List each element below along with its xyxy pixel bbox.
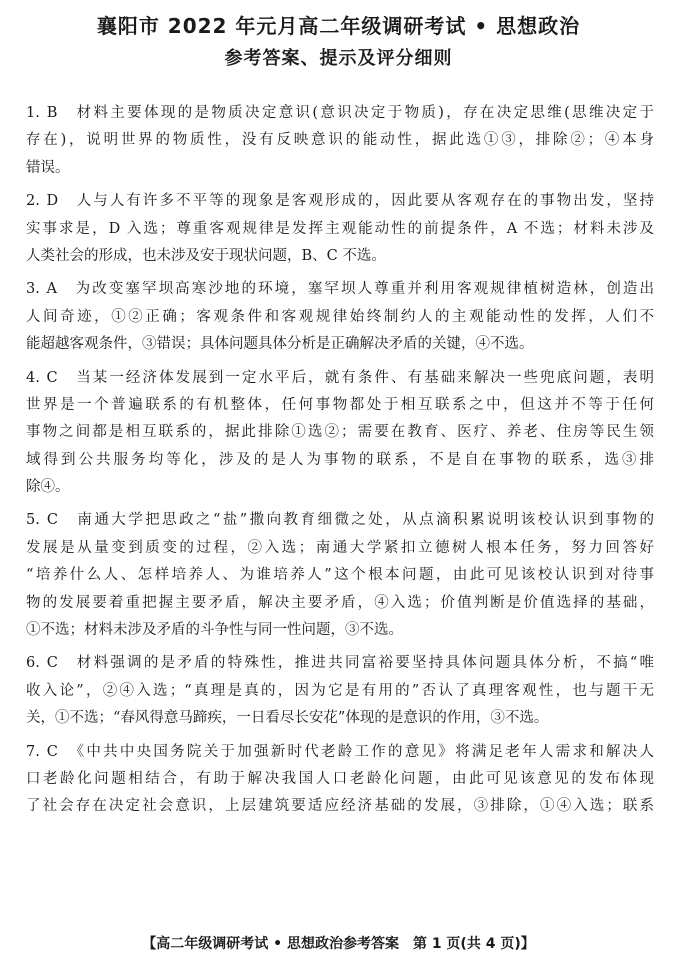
document-title: 襄阳市 2022 年元月高二年级调研考试 • 思想政治: [96, 14, 581, 38]
answer-item: [26, 739, 654, 821]
answer-line: 错误。: [26, 159, 70, 176]
answer-line: 了社会存在决定社会意识，上层建筑要适应经济基础的发展，③排除，①④入选；联系: [26, 798, 654, 815]
answer-line: 1. B 材料主要体现的是物质决定意识(意识决定于物质)，存在决定思维(思维决定于: [26, 105, 654, 121]
answer-item: [26, 507, 654, 644]
answer-line: 存在)，说明世界的物质性，没有反映意识的能动性，据此选①③，排除②；④本身: [26, 132, 654, 149]
answer-line: 关，①不选；“春风得意马蹄疾，一日看尽长安花”体现的是意识的作用，③不选。: [26, 710, 549, 727]
answer-line: 除④。: [26, 479, 70, 496]
answer-item: [26, 188, 654, 270]
answer-line: 实事求是，D 入选；尊重客观规律是发挥主观能动性的前提条件，A 不选；材料未涉及: [26, 220, 654, 237]
answer-line: 3. A 为改变塞罕坝高寒沙地的环境，塞罕坝人尊重并利用客观规律植树造林，创造出: [26, 281, 654, 298]
page-footer: 【高二年级调研考试 • 思想政治参考答案 第 1 页(共 4 页)】: [142, 936, 535, 952]
answer-line: 人间奇迹，①②正确；客观条件和客观规律始终制约人的主观能动性的发挥，人们不: [26, 308, 654, 325]
answer-line: 6. C 材料强调的是矛盾的特殊性，推进共同富裕要坚持具体问题具体分析，不搞“唯: [26, 655, 654, 672]
answer-line: 5. C 南通大学把思政之“盐”撒向教育细微之处，从点滴积累说明该校认识到事物的: [26, 512, 654, 529]
answer-line: 物的发展要着重把握主要矛盾，解决主要矛盾，④入选；价值判断是价值选择的基础，: [26, 594, 654, 611]
answer-line: 事物之间都是相互联系的，据此排除①选②；需要在教育、医疗、养老、住房等民生领: [26, 424, 654, 441]
document-subtitle: 参考答案、提示及评分细则: [224, 48, 453, 69]
answer-item: [26, 365, 654, 502]
answer-line: 口老龄化问题相结合，有助于解决我国人口老龄化问题，由此可见该意见的发布体现: [26, 770, 654, 787]
answer-line: 7. C 《中共中央国务院关于加强新时代老龄工作的意见》将满足老年人需求和解决人: [26, 743, 654, 760]
answer-line: ①不选；材料未涉及矛盾的斗争性与同一性问题，③不选。: [26, 622, 403, 639]
answer-list: [26, 100, 654, 827]
answer-item: [26, 100, 654, 182]
answer-line: 2. D 人与人有许多不平等的现象是客观形成的，因此要从客观存在的事物出发，坚持: [26, 193, 654, 210]
answer-item: [26, 650, 654, 732]
answer-line: “培养什么人、怎样培养人、为谁培养人”这个根本问题，由此可见该校认识到对待事: [26, 567, 654, 584]
answer-line: 发展是从量变到质变的过程，②入选；南通大学紧扣立德树人根本任务，努力回答好: [26, 539, 654, 556]
answer-line: 人类社会的形成，也未涉及安于现状问题，B、C 不选。: [26, 247, 386, 264]
answer-line: 收入论”，②④入选；“真理是真的，因为它是有用的”否认了真理客观性，也与题干无: [26, 682, 654, 699]
answer-line: 能超越客观条件，③错误；具体问题具体分析是正确解决矛盾的关键，④不选。: [26, 336, 534, 353]
answer-line: 域得到公共服务均等化，涉及的是人为事物的联系，不是自在事物的联系，选③排: [26, 451, 654, 468]
answer-item: [26, 276, 654, 358]
answer-line: 世界是一个普遍联系的有机整体，任何事物都处于相互联系之中，但这并不等于任何: [26, 396, 654, 413]
answer-line: 4. C 当某一经济体发展到一定水平后，就有条件、有基础来解决一些兜底问题，表明: [26, 369, 654, 386]
